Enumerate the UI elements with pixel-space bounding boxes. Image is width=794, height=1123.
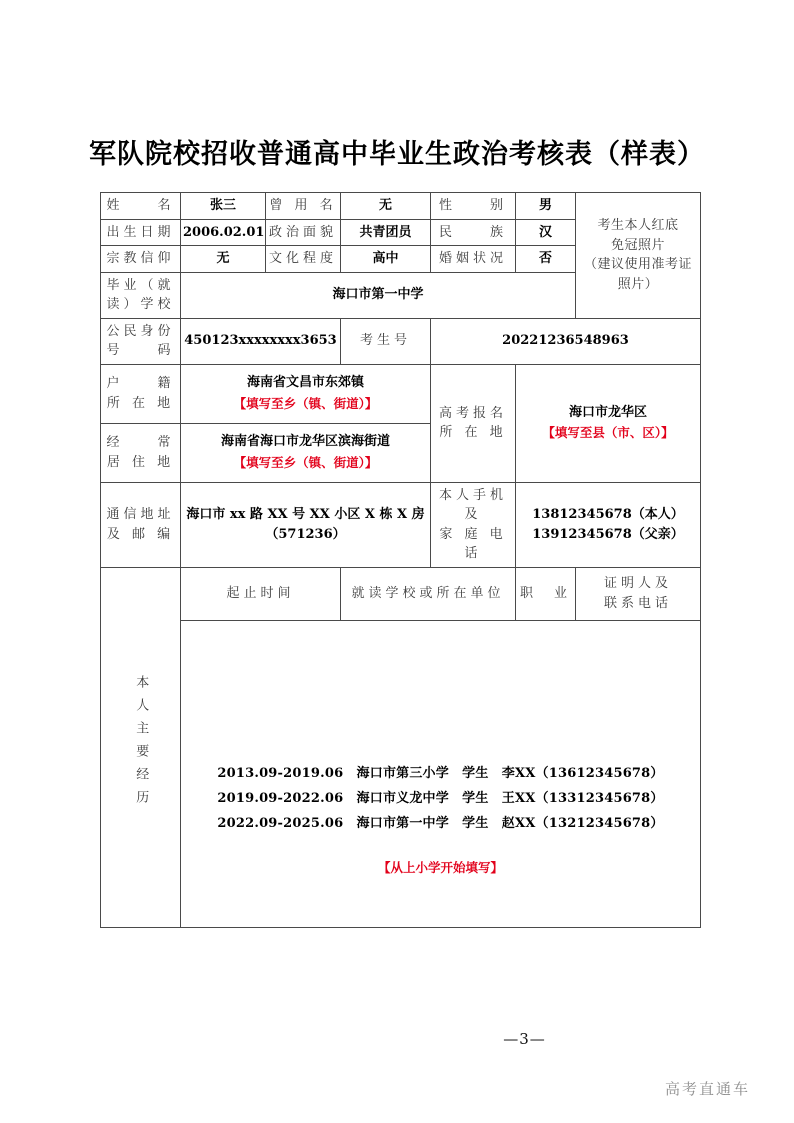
gender-label: 性 别 <box>431 193 516 220</box>
name-value: 张三 <box>181 193 266 220</box>
citizen-id-label-line2: 号 码 <box>106 343 175 358</box>
table-row-id <box>101 318 701 364</box>
experience-header-occupation: 职 业 <box>516 567 576 620</box>
gaokao-site-annotation: 【填写至县（市、区）】 <box>542 425 674 441</box>
experience-header-school: 就读学校或所在单位 <box>341 567 516 620</box>
table-row-name <box>101 193 701 220</box>
political-status-label: 政治面貌 <box>266 219 341 246</box>
list-item: 2013.09-2019.06 海口市第三小学 学生 李XX（13612345678） <box>217 765 664 781</box>
residence-label-line2: 居 住 地 <box>106 454 175 470</box>
education-level-label: 文化程度 <box>266 246 341 273</box>
experience-vertical-label: 本人主要经历 <box>133 674 149 813</box>
mailing-address-label-line1: 通信地址 <box>106 507 175 522</box>
school-label <box>101 272 181 318</box>
table-row-experience-body <box>101 620 701 927</box>
experience-note-text: 【从上小学开始填写】 <box>377 859 503 875</box>
phone-value-cell <box>516 482 701 567</box>
residence-label <box>101 423 181 482</box>
political-status-value: 共青团员 <box>341 219 431 246</box>
name-label: 姓 名 <box>101 193 181 220</box>
photo-text-line2: 免冠照片 <box>610 237 665 253</box>
experience-vertical-label-cell <box>101 567 181 927</box>
citizen-id-label <box>101 318 181 364</box>
table-row-contact <box>101 482 701 567</box>
gaokao-site-label-line1: 高考报名 <box>438 405 507 421</box>
page-number-text: —3— <box>503 1030 546 1048</box>
political-review-form-table <box>100 192 701 928</box>
citizen-id-value: 450123xxxxxxxx3653 <box>181 318 341 364</box>
residence-value-cell <box>181 423 431 482</box>
photo-placeholder-cell <box>576 193 701 319</box>
list-item: 2022.09-2025.06 海口市第一中学 学生 赵XX（13212345678） <box>217 816 664 832</box>
table-row-hukou <box>101 364 701 423</box>
gaokao-site-value-cell <box>516 364 701 482</box>
birth-date-label: 出生日期 <box>101 219 181 246</box>
page-number <box>0 1030 794 1048</box>
phone-label <box>431 482 516 567</box>
experience-note <box>183 859 698 879</box>
marital-status-value: 否 <box>516 246 576 273</box>
ethnicity-label: 民 族 <box>431 219 516 246</box>
religion-value: 无 <box>181 246 266 273</box>
mailing-address-line1: 海口市 xx 路 XX 号 XX 小区 X 栋 X 房 <box>186 507 425 522</box>
mailing-address-label-line2: 及 邮 编 <box>106 526 175 542</box>
exam-number-value: 20221236548963 <box>431 318 701 364</box>
residence-label-line1: 经 常 <box>106 435 175 450</box>
mailing-address-label <box>101 482 181 567</box>
former-name-label: 曾 用 名 <box>266 193 341 220</box>
religion-label: 宗教信仰 <box>101 246 181 273</box>
mailing-address-value-cell <box>181 482 431 567</box>
former-name-value: 无 <box>341 193 431 220</box>
experience-header-referee-line2: 联系电话 <box>603 595 672 611</box>
school-label-line2: 读）学校 <box>106 297 175 312</box>
citizen-id-label-line1: 公民身份 <box>106 323 175 339</box>
phone-label-line1: 本人手机及 <box>438 487 507 522</box>
photo-text-line3: （建议使用准考证 <box>583 257 692 273</box>
experience-header-period: 起止时间 <box>181 567 341 620</box>
experience-header-referee <box>576 567 701 620</box>
education-level-value: 高中 <box>341 246 431 273</box>
table-row-experience-header <box>101 567 701 620</box>
exam-number-label: 考生号 <box>341 318 431 364</box>
experience-entries <box>183 761 698 837</box>
experience-header-referee-line1: 证明人及 <box>603 576 672 591</box>
phone-self: 13812345678（本人） <box>532 507 684 522</box>
residence-value: 海南省海口市龙华区滨海街道 <box>220 434 390 450</box>
school-label-line1: 毕业（就 <box>106 277 175 293</box>
phone-father: 13912345678（父亲） <box>532 526 684 542</box>
marital-status-label: 婚姻状况 <box>431 246 516 273</box>
school-value: 海口市第一中学 <box>181 272 576 318</box>
gaokao-site-value: 海口市龙华区 <box>568 404 647 420</box>
hukou-annotation: 【填写至乡（镇、街道）】 <box>233 395 378 411</box>
ethnicity-value: 汉 <box>516 219 576 246</box>
gender-value: 男 <box>516 193 576 220</box>
hukou-value: 海南省文昌市东郊镇 <box>246 375 364 391</box>
mailing-address-postcode: （571236） <box>265 526 346 542</box>
list-item: 2019.09-2022.06 海口市义龙中学 学生 王XX（13312345678） <box>217 791 664 807</box>
gaokao-site-label-line2: 所 在 地 <box>439 425 507 440</box>
photo-text-line1: 考生本人红底 <box>597 218 679 234</box>
hukou-label <box>101 364 181 423</box>
page-title: 军队院校招收普通高中毕业生政治考核表（样表） <box>89 139 705 170</box>
birth-date-value: 2006.02.01 <box>181 219 266 246</box>
hukou-value-cell <box>181 364 431 423</box>
hukou-label-line2: 所 在 地 <box>106 395 175 411</box>
hukou-label-line1: 户 籍 <box>106 376 175 391</box>
residence-annotation: 【填写至乡（镇、街道）】 <box>233 454 378 470</box>
gaokao-site-label <box>431 364 516 482</box>
photo-text-line4: 照片） <box>617 276 659 292</box>
experience-body-cell <box>181 620 701 927</box>
watermark: 高考直通车 <box>664 1080 750 1098</box>
phone-label-line2: 家 庭 电 话 <box>439 526 507 561</box>
